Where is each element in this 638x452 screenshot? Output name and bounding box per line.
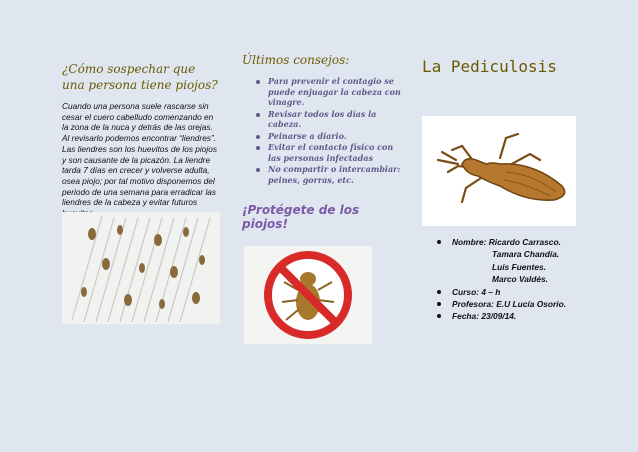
tip-item: No compartir o intercambiar: peines, gorras, etc.	[252, 164, 402, 185]
info-profesora: Profesora: E.U Lucía Osorio.	[432, 298, 622, 310]
louse-image	[422, 116, 576, 226]
info-curso: Curso: 4 – h	[432, 286, 622, 298]
document-title: La Pediculosis	[422, 57, 557, 76]
column2-heading: Últimos consejos:	[242, 53, 350, 67]
tip-item: Evitar el contacto físico con las personas infectadas	[252, 142, 402, 163]
info-nombre-extra: Luis Fuentes.	[492, 261, 546, 272]
column1-heading: ¿Cómo sospechar que una persona tiene piojos?	[62, 62, 218, 92]
info-fecha: Fecha: 23/09/14.	[432, 310, 622, 322]
lice-comb-image	[62, 212, 220, 324]
tip-item: Para prevenir el contagio se puede enjuagar la cabeza con vinagre.	[252, 76, 402, 108]
column-2	[242, 0, 402, 231]
info-nombre: Nombre: Ricardo Carrasco.	[432, 236, 622, 248]
column1-paragraph: Cuando una persona suele rascarse sin cesar el cuero cabelludo comenzando en la zona de la nuca y detrás de las orejas. Al revisarlo podemos encontrar “liendres”. Las liendres son los huevitos de los piojos y son causante de la picazón. La liendre tarda 7 días en crecer y volverse adulta, osea piojo; por tal motivo disponemos del periodo de una semana para erradicar las liendres de la cabeza y evitar futuros	[62, 101, 217, 208]
column-1	[62, 0, 220, 219]
no-lice-sign-image	[244, 246, 372, 344]
info-list	[432, 236, 622, 323]
tip-item: Peinarse a diario.	[252, 131, 402, 142]
info-nombre-extra: Marco Valdés.	[492, 274, 549, 285]
column-3	[422, 0, 622, 77]
slogan: ¡Protégete de los piojos!	[242, 203, 360, 231]
tip-item: Revisar todos los días la cabeza.	[252, 109, 402, 130]
info-block	[432, 236, 622, 323]
tips-list	[242, 76, 402, 185]
info-nombre-extra: Tamara Chandía.	[492, 249, 560, 260]
